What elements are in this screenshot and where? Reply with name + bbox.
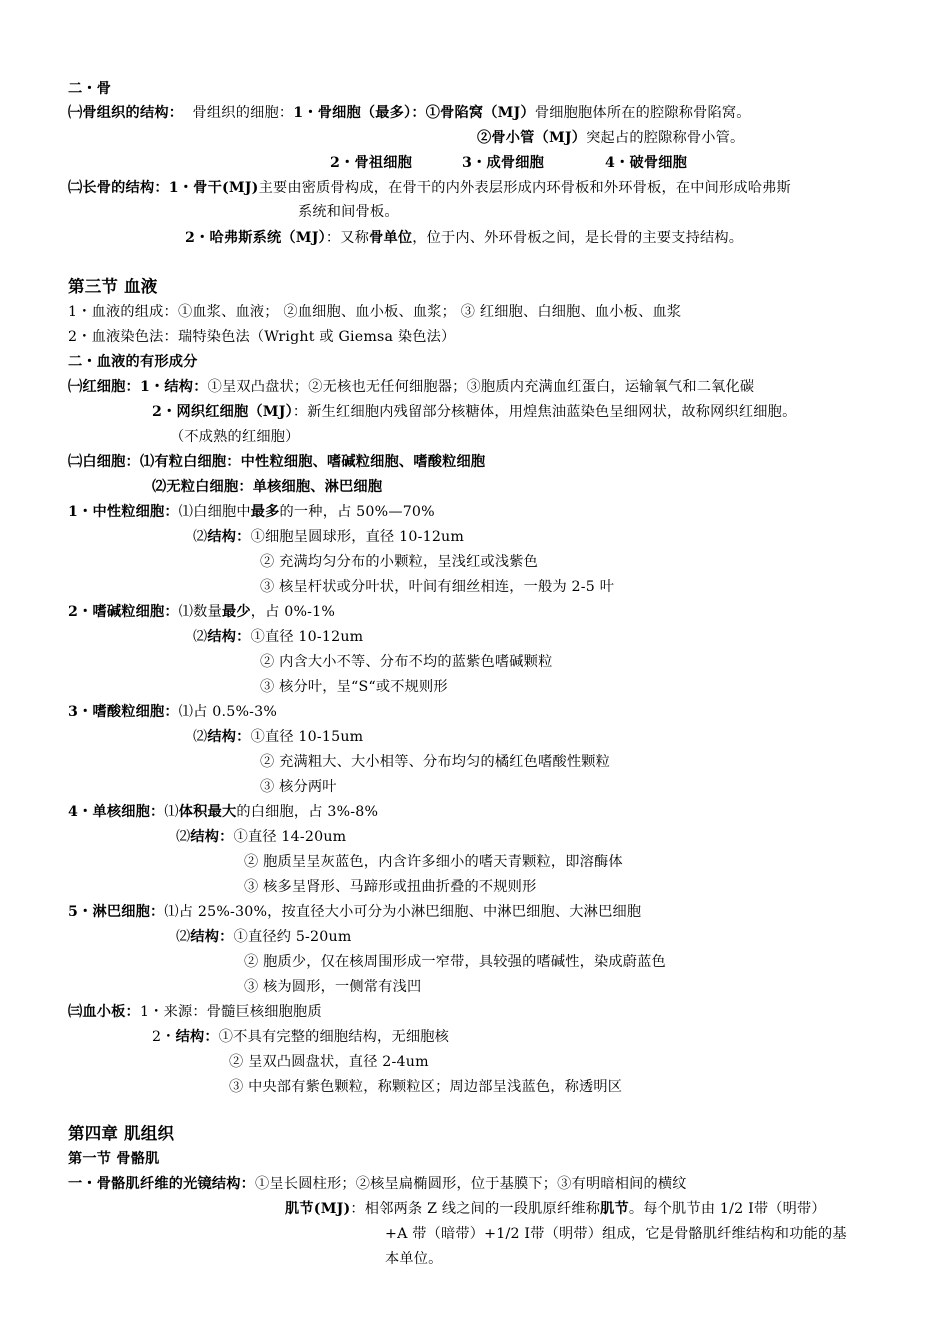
platelet-source: 1・来源：骨髓巨核细胞胞质 [139, 1004, 322, 1020]
reticulocyte-label: 2・网织红细胞（MJ） [152, 404, 293, 420]
agranular-leukocytes: ⑵无粒白细胞：单核细胞、淋巴细胞 [152, 479, 383, 495]
eosinophil-p2-num: ⑵ [193, 729, 208, 745]
basophil-s2: ② 内含大小不等、分布不均的蓝紫色嗜碱颗粒 [260, 654, 553, 670]
lacuna-text: 骨细胞胞体所在的腔隙称骨陷窝。 [534, 105, 751, 121]
lymphocyte-s2: ② 胞质少，仅在核周围形成一窄带，具较强的嗜碱性，染成蔚蓝色 [244, 954, 666, 970]
platelet-label: ㈢血小板： [68, 1004, 140, 1020]
basophil-p1-a: ⑴数量 [178, 604, 222, 620]
osteocyte-label: 1・骨细胞（最多）： [293, 105, 426, 121]
sarcomere-text-a: ：相邻两条 Z 线之间的一段肌原纤维称 [350, 1201, 601, 1217]
neutrophil-line [68, 503, 435, 521]
osteon-term: 骨单位 [369, 230, 413, 246]
reticulocyte-note: （不成熟的红细胞） [170, 429, 300, 445]
bone-structure-label: ㈠骨组织的结构： [68, 105, 184, 121]
haversian-label: 2・哈弗斯系统（MJ） [185, 230, 326, 246]
platelet-line [68, 1003, 322, 1021]
lymphocyte-s1: ①直径约 5-20um [233, 929, 352, 945]
skeletal-fiber-lm-text: ①呈长圆柱形；②核呈扁椭圆形，位于基膜下；③有明暗相间的横纹 [255, 1176, 687, 1192]
monocyte-s3: ③ 核多呈肾形、马蹄形或扭曲折叠的不规则形 [244, 879, 537, 895]
eosinophil-line [68, 703, 277, 721]
rbc-structure-label: 1・结构： [139, 379, 208, 395]
basophil-p2-num: ⑵ [193, 629, 208, 645]
neutrophil-s3: ③ 核呈杆状或分叶状，叶间有细丝相连，一般为 2-5 叶 [260, 579, 615, 595]
monocyte-p1-c: 的白细胞，占 3%-8% [236, 804, 379, 820]
monocyte-structure-label: 结构： [190, 829, 234, 845]
canaliculus-line [477, 129, 744, 147]
sarcomere-line [285, 1200, 826, 1218]
eosinophil-s2: ② 充满粗大、大小相等、分布均匀的橘红色嗜酸性颗粒 [260, 754, 611, 770]
neutrophil-s2: ② 充满均匀分布的小颗粒，呈浅红或浅紫色 [260, 554, 539, 570]
basophil-line [68, 603, 335, 621]
eosinophil-structure-label: 结构： [207, 729, 251, 745]
platelet-p2-num: 2・ [152, 1029, 176, 1045]
skeletal-fiber-lm-line [68, 1175, 687, 1193]
canaliculus-label: ②骨小管（MJ） [477, 130, 587, 146]
lymphocyte-p1: ⑴占 25%-30%，按直径大小可分为小淋巴细胞、中淋巴细胞、大淋巴细胞 [164, 904, 642, 920]
long-bone-label: ㈡长骨的结构： [68, 180, 169, 196]
wbc-line [68, 453, 485, 471]
granular-leukocytes: ⑴有粒白细胞：中性粒细胞、嗜碱粒细胞、嗜酸粒细胞 [139, 454, 486, 470]
neutrophil-s1: ①细胞呈圆球形，直径 10-12um [250, 529, 465, 545]
basophil-label: 2・嗜碱粒细胞： [68, 604, 179, 620]
monocyte-s2: ② 胞质呈呈灰蓝色，内含许多细小的嗜天青颗粒，即溶酶体 [244, 854, 623, 870]
formed-elements-heading: 二・血液的有形成分 [68, 354, 198, 370]
reticulocyte-line [152, 403, 796, 421]
lacuna-label: ①骨陷窝（MJ） [425, 105, 535, 121]
lymphocyte-s3: ③ 核为圆形，一侧常有浅凹 [244, 979, 422, 995]
sarcomere-line-3: 本单位。 [385, 1251, 443, 1267]
sarcomere-text-b: 。每个肌节由 1/2 Ⅰ带（明带） [628, 1201, 826, 1217]
blood-section-title: 第三节 血液 [68, 277, 158, 296]
platelet-structure-line [152, 1028, 449, 1046]
lymphocyte-structure-line [176, 928, 352, 946]
blood-composition: 1・血液的组成：①血浆、血液； ②血细胞、血小板、血浆； ③ 红细胞、白细胞、血小板、血浆 [68, 304, 682, 320]
monocyte-label: 4・单核细胞： [68, 804, 165, 820]
neutrophil-p1-a: ⑴白细胞中 [178, 504, 251, 520]
shaft-label: 1・骨干(MJ) [168, 180, 259, 196]
neutrophil-p2-num: ⑵ [193, 529, 208, 545]
monocyte-p1-num: ⑴ [164, 804, 179, 820]
sarcomere-term: 肌节 [600, 1201, 629, 1217]
monocyte-p2-num: ⑵ [176, 829, 191, 845]
neutrophil-p1-c: 的一种，占 50%—70% [279, 504, 435, 520]
monocyte-structure-line [176, 828, 346, 846]
skeletal-fiber-lm-label: 一・骨骼肌纤维的光镜结构： [68, 1176, 256, 1192]
platelet-structure-label: 结构： [175, 1029, 219, 1045]
rbc-structure-text: ①呈双凸盘状；②无核也无任何细胞器；③胞质内充满血红蛋白，运输氧气和二氧化碳 [207, 379, 755, 395]
eosinophil-s3: ③ 核分两叶 [260, 779, 337, 795]
basophil-structure-label: 结构： [207, 629, 251, 645]
lymphocyte-structure-label: 结构： [190, 929, 234, 945]
osteoblast: 3・成骨细胞 [462, 155, 545, 171]
basophil-p1-c: ，占 0%-1% [250, 604, 336, 620]
osteoclast: 4・破骨细胞 [605, 155, 688, 171]
monocyte-p1-bold: 体积最大 [178, 804, 237, 820]
canaliculus-text: 突起占的腔隙称骨小管。 [586, 130, 745, 146]
eosinophil-s1: ①直径 10-15um [250, 729, 364, 745]
basophil-s1: ①直径 10-12um [250, 629, 364, 645]
rbc-line [68, 378, 754, 396]
basophil-s3: ③ 核分叶，呈“S“或不规则形 [260, 679, 448, 695]
lymphocyte-line [68, 903, 641, 921]
haversian-text-a: ：又称 [325, 230, 370, 246]
muscle-chapter-title: 第四章 肌组织 [68, 1124, 175, 1143]
osteoprogenitor-cell: 2・骨祖细胞 [330, 155, 413, 171]
haversian-line [185, 229, 743, 247]
eosinophil-label: 3・嗜酸粒细胞： [68, 704, 179, 720]
neutrophil-label: 1・中性粒细胞： [68, 504, 179, 520]
platelet-s3: ③ 中央部有紫色颗粒，称颗粒区；周边部呈浅蓝色，称透明区 [229, 1079, 623, 1095]
reticulocyte-text: ：新生红细胞内残留部分核糖体，用煌焦油蓝染色呈细网状，故称网织红细胞。 [292, 404, 797, 420]
neutrophil-structure-label: 结构： [207, 529, 251, 545]
basophil-p1-bold: 最少 [221, 604, 251, 620]
bone-cells-intro: 骨组织的细胞： [192, 105, 294, 121]
lymphocyte-label: 5・淋巴细胞： [68, 904, 165, 920]
skeletal-muscle-section-title: 第一节 骨骼肌 [68, 1151, 160, 1167]
long-bone-line [68, 179, 791, 197]
blood-staining: 2・血液染色法：瑞特染色法（Wright 或 Giemsa 染色法） [68, 329, 456, 345]
basophil-structure-line [193, 628, 363, 646]
neutrophil-structure-line [193, 528, 464, 546]
shaft-text: 主要由密质骨构成，在骨干的内外表层形成内环骨板和外环骨板，在中间形成哈弗斯 [258, 180, 791, 196]
platelet-s2: ② 呈双凸圆盘状，直径 2-4um [229, 1054, 429, 1070]
sarcomere-label: 肌节(MJ) [285, 1201, 351, 1217]
bone-heading: 二・骨 [68, 81, 112, 97]
monocyte-line [68, 803, 378, 821]
sarcomere-line-2: +A 带（暗带）+1/2 Ⅰ带（明带）组成，它是骨骼肌纤维结构和功能的基 [385, 1226, 847, 1242]
rbc-label: ㈠红细胞： [68, 379, 140, 395]
eosinophil-p1: ⑴占 0.5%-3% [178, 704, 278, 720]
haversian-text-b: ，位于内、外环骨板之间，是长骨的主要支持结构。 [412, 230, 744, 246]
monocyte-s1: ①直径 14-20um [233, 829, 347, 845]
bone-structure-line [68, 104, 751, 122]
wbc-label: ㈡白细胞： [68, 454, 140, 470]
lymphocyte-p2-num: ⑵ [176, 929, 191, 945]
neutrophil-p1-bold: 最多 [250, 504, 280, 520]
shaft-text-2: 系统和间骨板。 [298, 204, 399, 220]
eosinophil-structure-line [193, 728, 363, 746]
platelet-s1: ①不具有完整的细胞结构，无细胞核 [218, 1029, 449, 1045]
